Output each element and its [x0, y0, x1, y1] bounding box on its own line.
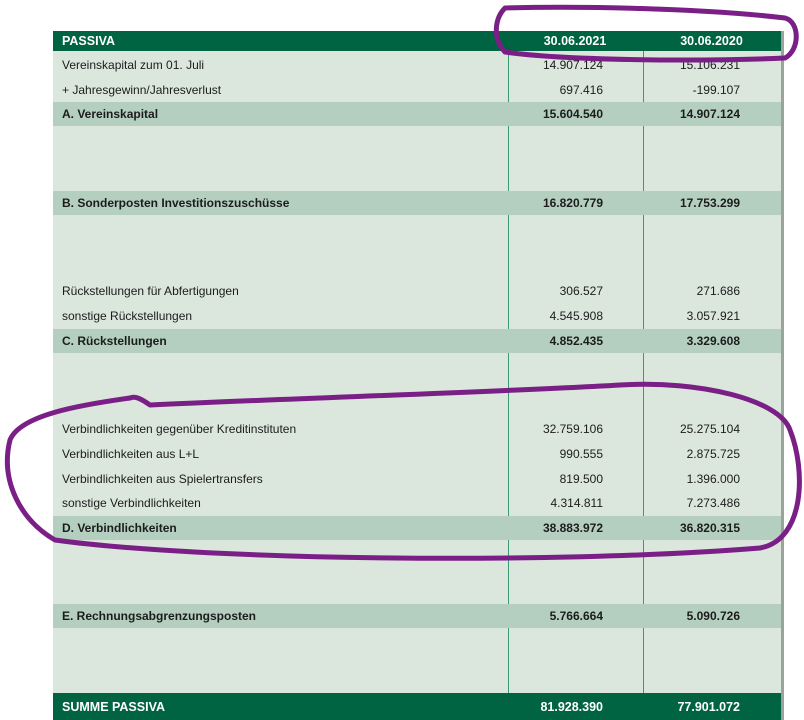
subtotal-row — [53, 604, 781, 628]
row-value-2020: 7.273.486 — [686, 496, 740, 510]
row-value-2021: 32.759.106 — [542, 422, 603, 436]
row-value-2021: 306.527 — [559, 284, 603, 298]
subtotal-row — [53, 102, 781, 126]
row-value-2020: 25.275.104 — [679, 422, 740, 436]
table-header — [53, 31, 781, 51]
row-value-2020: 5.090.726 — [686, 609, 740, 623]
page-edge-shadow — [781, 31, 784, 720]
table-row — [53, 491, 781, 515]
table-row — [53, 417, 781, 441]
row-value-2020: 1.396.000 — [686, 472, 740, 486]
subtotal-row — [53, 191, 781, 215]
row-label: sonstige Verbindlichkeiten — [62, 496, 201, 510]
subtotal-row — [53, 516, 781, 540]
row-label: Verbindlichkeiten aus L+L — [62, 447, 200, 461]
table-row — [53, 78, 781, 102]
row-label: Verbindlichkeiten aus Spielertransfers — [62, 472, 263, 486]
header-label: PASSIVA — [62, 34, 116, 48]
row-value-2020: 3.057.921 — [686, 309, 740, 323]
row-value-2021: 4.852.435 — [549, 334, 603, 348]
row-value-2021: 38.883.972 — [542, 521, 603, 535]
row-value-2020: 36.820.315 — [679, 521, 740, 535]
row-value-2021: 15.604.540 — [542, 107, 603, 121]
subtotal-row — [53, 329, 781, 353]
row-value-2020: 3.329.608 — [686, 334, 740, 348]
row-label: E. Rechnungsabgrenzungsposten — [62, 609, 257, 623]
row-value-2021: 819.500 — [559, 472, 603, 486]
row-label: sonstige Rückstellungen — [62, 309, 193, 323]
row-label: Vereinskapital zum 01. Juli — [62, 58, 205, 72]
table-row — [53, 467, 781, 491]
table-row — [53, 442, 781, 466]
row-value-2021: 697.416 — [559, 83, 603, 97]
table-row — [53, 279, 781, 303]
row-label: + Jahresgewinn/Jahresverlust — [62, 83, 222, 97]
total-value-2020: 77.901.072 — [677, 699, 740, 714]
header-col-2021: 30.06.2021 — [543, 34, 607, 48]
row-value-2021: 5.766.664 — [549, 609, 603, 623]
row-label: Verbindlichkeiten gegenüber Kreditinstituten — [62, 422, 297, 436]
table-row — [53, 53, 781, 77]
total-value-2021: 81.928.390 — [540, 699, 603, 714]
row-label: Rückstellungen für Abfertigungen — [62, 284, 239, 298]
row-value-2020: 15.106.231 — [679, 58, 740, 72]
total-row — [53, 693, 781, 720]
total-label: SUMME PASSIVA — [62, 699, 166, 714]
row-value-2021: 16.820.779 — [542, 196, 603, 210]
row-value-2020: 14.907.124 — [679, 107, 740, 121]
row-label: C. Rückstellungen — [62, 334, 167, 348]
row-label: D. Verbindlichkeiten — [62, 521, 177, 535]
row-label: A. Vereinskapital — [62, 107, 159, 121]
row-value-2020: -199.107 — [692, 83, 740, 97]
balance-sheet-table — [53, 31, 781, 720]
row-value-2021: 990.555 — [559, 447, 603, 461]
table-row — [53, 304, 781, 328]
row-value-2020: 271.686 — [696, 284, 740, 298]
row-value-2021: 4.314.811 — [550, 496, 603, 510]
row-value-2021: 4.545.908 — [549, 309, 603, 323]
row-label: B. Sonderposten Investitionszuschüsse — [62, 196, 290, 210]
row-value-2020: 2.875.725 — [686, 447, 740, 461]
row-value-2021: 14.907.124 — [542, 58, 603, 72]
header-col-2020: 30.06.2020 — [680, 34, 743, 48]
row-value-2020: 17.753.299 — [679, 196, 740, 210]
